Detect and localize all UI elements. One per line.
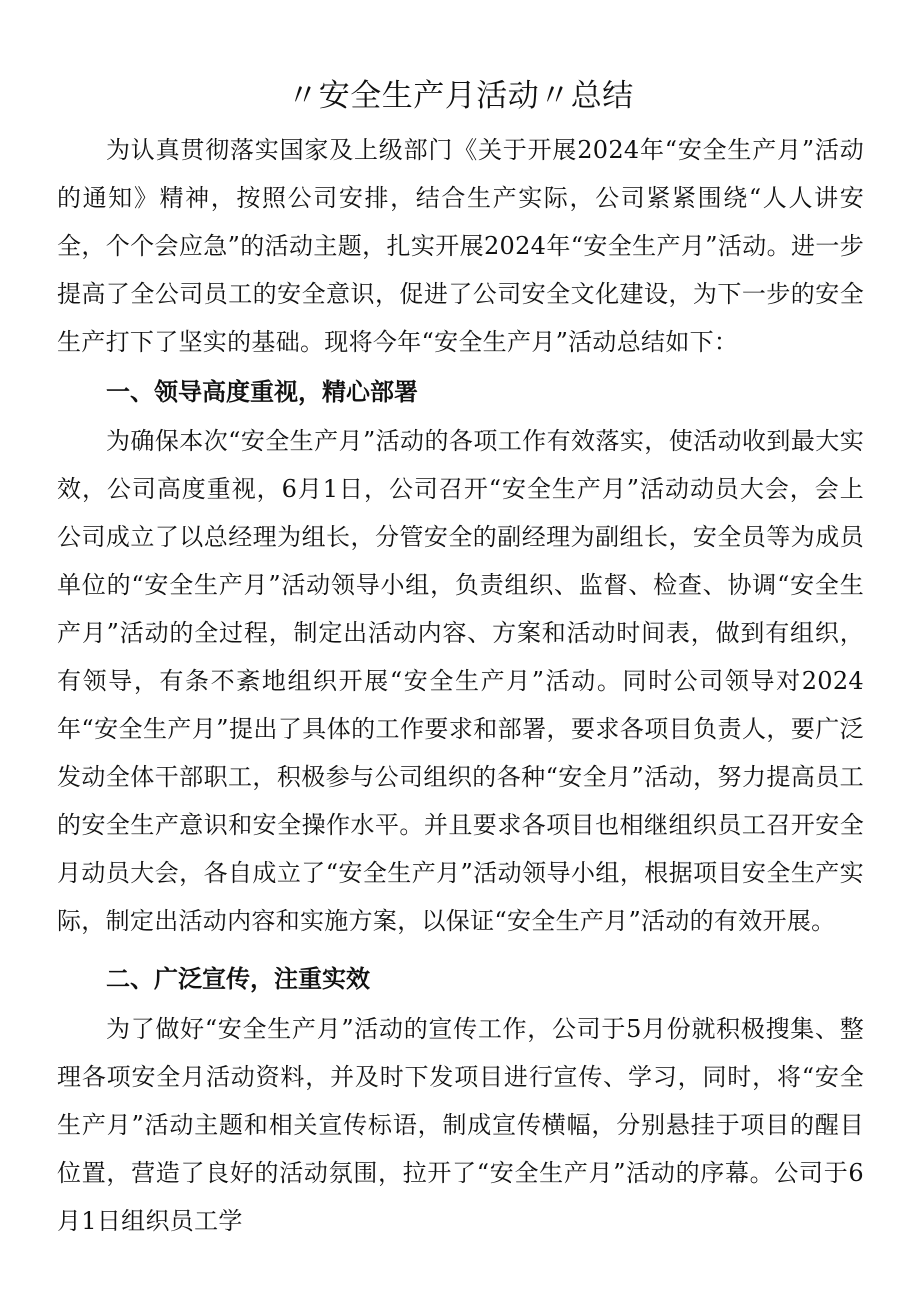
section-body-2: 为了做好“安全生产月”活动的宣传工作，公司于5月份就积极搜集、整理各项安全月活动资料，并及时下发项目进行宣传、学习，同时，将“安全生产月”活动主题和相关宣传标语，制成宣传横幅，分别悬挂于项目的醒目位置，营造了良好的活动氛围，拉开了“安全生产月”活动的序幕。公司于6月1日组织员工学: [57, 1015, 864, 1235]
intro-paragraph: 为认真贯彻落实国家及上级部门《关于开展2024年“安全生产月”活动的通知》精神，按照公司安排，结合生产实际，公司紧紧围绕“人人讲安全，个个会应急”的活动主题，扎实开展2024年“安全生产月”活动。进一步提高了全公司员工的安全意识，促进了公司安全文化建设，为下一步的安全生产打下了坚实的基础。现将今年“安全生产月”活动总结如下：: [57, 136, 864, 356]
section-body-1: 为确保本次“安全生产月”活动的各项工作有效落实，使活动收到最大实效，公司高度重视，6月1日，公司召开“安全生产月”活动动员大会，会上公司成立了以总经理为组长，分管安全的副经理为副组长，安全员等为成员单位的“安全生产月”活动领导小组，负责组织、监督、检查、协调“安全生产月”活动的全过程，制定出活动内容、方案和活动时间表，做到有组织，有领导，有条不紊地组织开展“安全生产月”活动。同时公司领导对2024年“安全生产月”提出了具体的工作要求和部署，要求各项目负责人，要广泛发动全体干部职工，积极参与公司组织的各种“安全月”活动，努力提高员工的安全生产意识和安全操作水平。并且要求各项目也相继组织员工召开安全月动员大会，各自成立了“安全生产月”活动领导小组，根据项目安全生产实际，制定出活动内容和实施方案，以保证“安全生产月”活动的有效开展。: [57, 427, 864, 935]
document-title: 〃安全生产月活动〃总结: [287, 78, 634, 114]
section-heading-2: 二、广泛宣传，注重实效: [106, 965, 370, 993]
section-heading-1: 一、领导高度重视，精心部署: [106, 378, 418, 406]
